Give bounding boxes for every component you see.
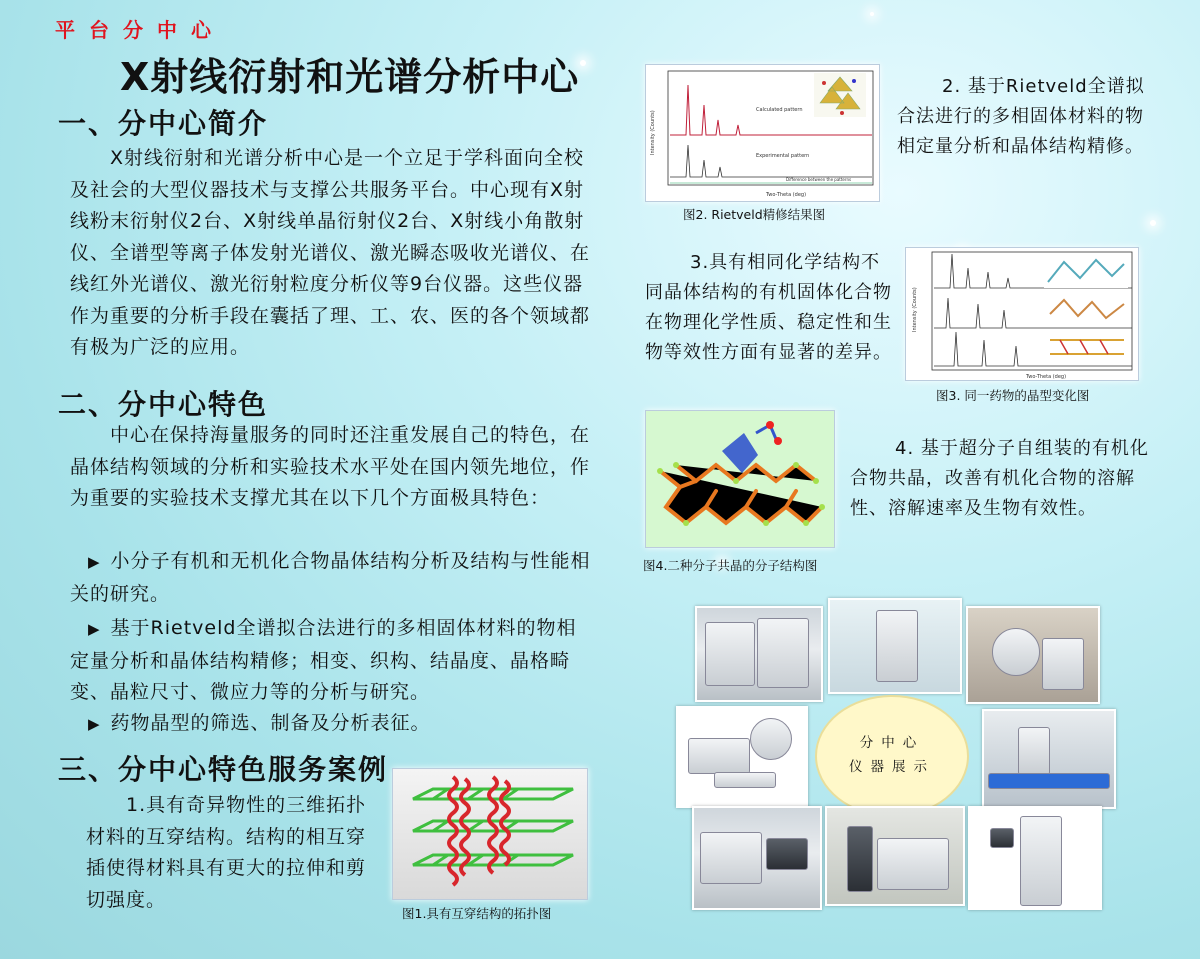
case4-text: 4. 基于超分子自组装的有机化合物共晶，改善有机化合物的溶解性、溶解速率及生物有效性。 — [850, 438, 1149, 519]
fig2-y-axis-label: Intensity (Counts) — [650, 110, 656, 155]
section1-body: X射线衍射和光谱分析中心是一个立足于学科面向全校及社会的大型仪器技术与支撑公共服务平台。中心现有X射线粉末衍射仪2台、X射线单晶衍射仪2台、X射线小角散射仪、全谱型等离子体发射光谱仪、激光瞬态吸收光谱仪、在线红外光谱仪、激光衍射粒度分析仪等9台仪器。这些仪器作为重要的分析手段在囊括了理、工、农、医的各个领域都有极为广泛的应用。 — [70, 147, 591, 358]
section2-heading: 二、分中心特色 — [58, 388, 269, 421]
section3-heading: 三、分中心特色服务案例 — [58, 753, 389, 786]
figure2-rietveld-plot — [645, 64, 880, 202]
figure3-caption: 图3. 同一药物的晶型变化图 — [936, 388, 1090, 403]
calculated-pattern-label: Calculated pattern — [756, 107, 803, 113]
platform-tag: 平台分中心 — [55, 18, 225, 42]
feature-bullet-3: ▶ 药物晶型的筛选、制备及分析表征。 — [70, 708, 592, 741]
case1-text: 1.具有奇异物性的三维拓扑材料的互穿结构。结构的相互穿插使得材料具有更大的拉伸和剪切强度。 — [86, 794, 367, 911]
difference-pattern-label: Difference between the patterns — [786, 177, 852, 182]
bullet-arrow-icon: ▶ — [88, 553, 101, 571]
section1-heading: 一、分中心简介 — [58, 107, 269, 140]
instrument-photo-2 — [828, 598, 962, 694]
figure1-topology-image — [392, 768, 588, 900]
fig3-y-axis-label: Intensity (Counts) — [912, 287, 918, 332]
fig2-x-axis-label: Two-Theta (deg) — [766, 192, 807, 198]
instrument-showcase-label: 分中心 仪器展示 — [815, 695, 969, 817]
bullet-arrow-icon: ▶ — [88, 715, 101, 733]
instrument-photo-7 — [825, 806, 965, 906]
bullet-arrow-icon: ▶ — [88, 620, 101, 638]
section2-body: 中心在保持海量服务的同时还注重发展自己的特色，在晶体结构领域的分析和实验技术水平处在国内领先地位，作为重要的实验技术支撑尤其在以下几个方面极具特色： — [70, 424, 591, 509]
instrument-photo-6 — [692, 806, 822, 910]
instrument-photo-1 — [695, 606, 823, 702]
instrument-photo-4 — [676, 706, 808, 808]
instrument-photo-8 — [968, 806, 1102, 910]
figure1-caption: 图1.具有互穿结构的拓扑图 — [402, 906, 552, 921]
figure4-cocrystal-image — [645, 410, 835, 548]
instrument-photo-5 — [982, 709, 1116, 809]
feature-bullet-1: ▶ 小分子有机和无机化合物晶体结构分析及结构与性能相关的研究。 — [70, 550, 591, 605]
instrument-photo-3 — [966, 606, 1100, 704]
figure2-caption: 图2. Rietveld精修结果图 — [683, 207, 826, 222]
figure4-caption: 图4.二种分子共晶的分子结构图 — [643, 558, 818, 573]
figure3-polymorph-plot — [905, 247, 1139, 381]
case3-text: 3.具有相同化学结构不同晶体结构的有机固体化合物在物理化学性质、稳定性和生物等效性方面有显著的差异。 — [645, 252, 892, 363]
experimental-pattern-label: Experimental pattern — [756, 153, 810, 159]
fig3-x-axis-label: Two-Theta (deg) — [1026, 374, 1067, 380]
feature-bullet-2: ▶ 基于Rietveld全谱拟合法进行的多相固体材料的物相定量分析和晶体结构精修；相变、织构、结晶度、晶格畸变、晶粒尺寸、微应力等的分析与研究。 — [70, 617, 577, 703]
case2-text: 2. 基于Rietveld全谱拟合法进行的多相固体材料的物相定量分析和晶体结构精修。 — [897, 76, 1145, 157]
page-title: X射线衍射和光谱分析中心 — [120, 55, 580, 99]
